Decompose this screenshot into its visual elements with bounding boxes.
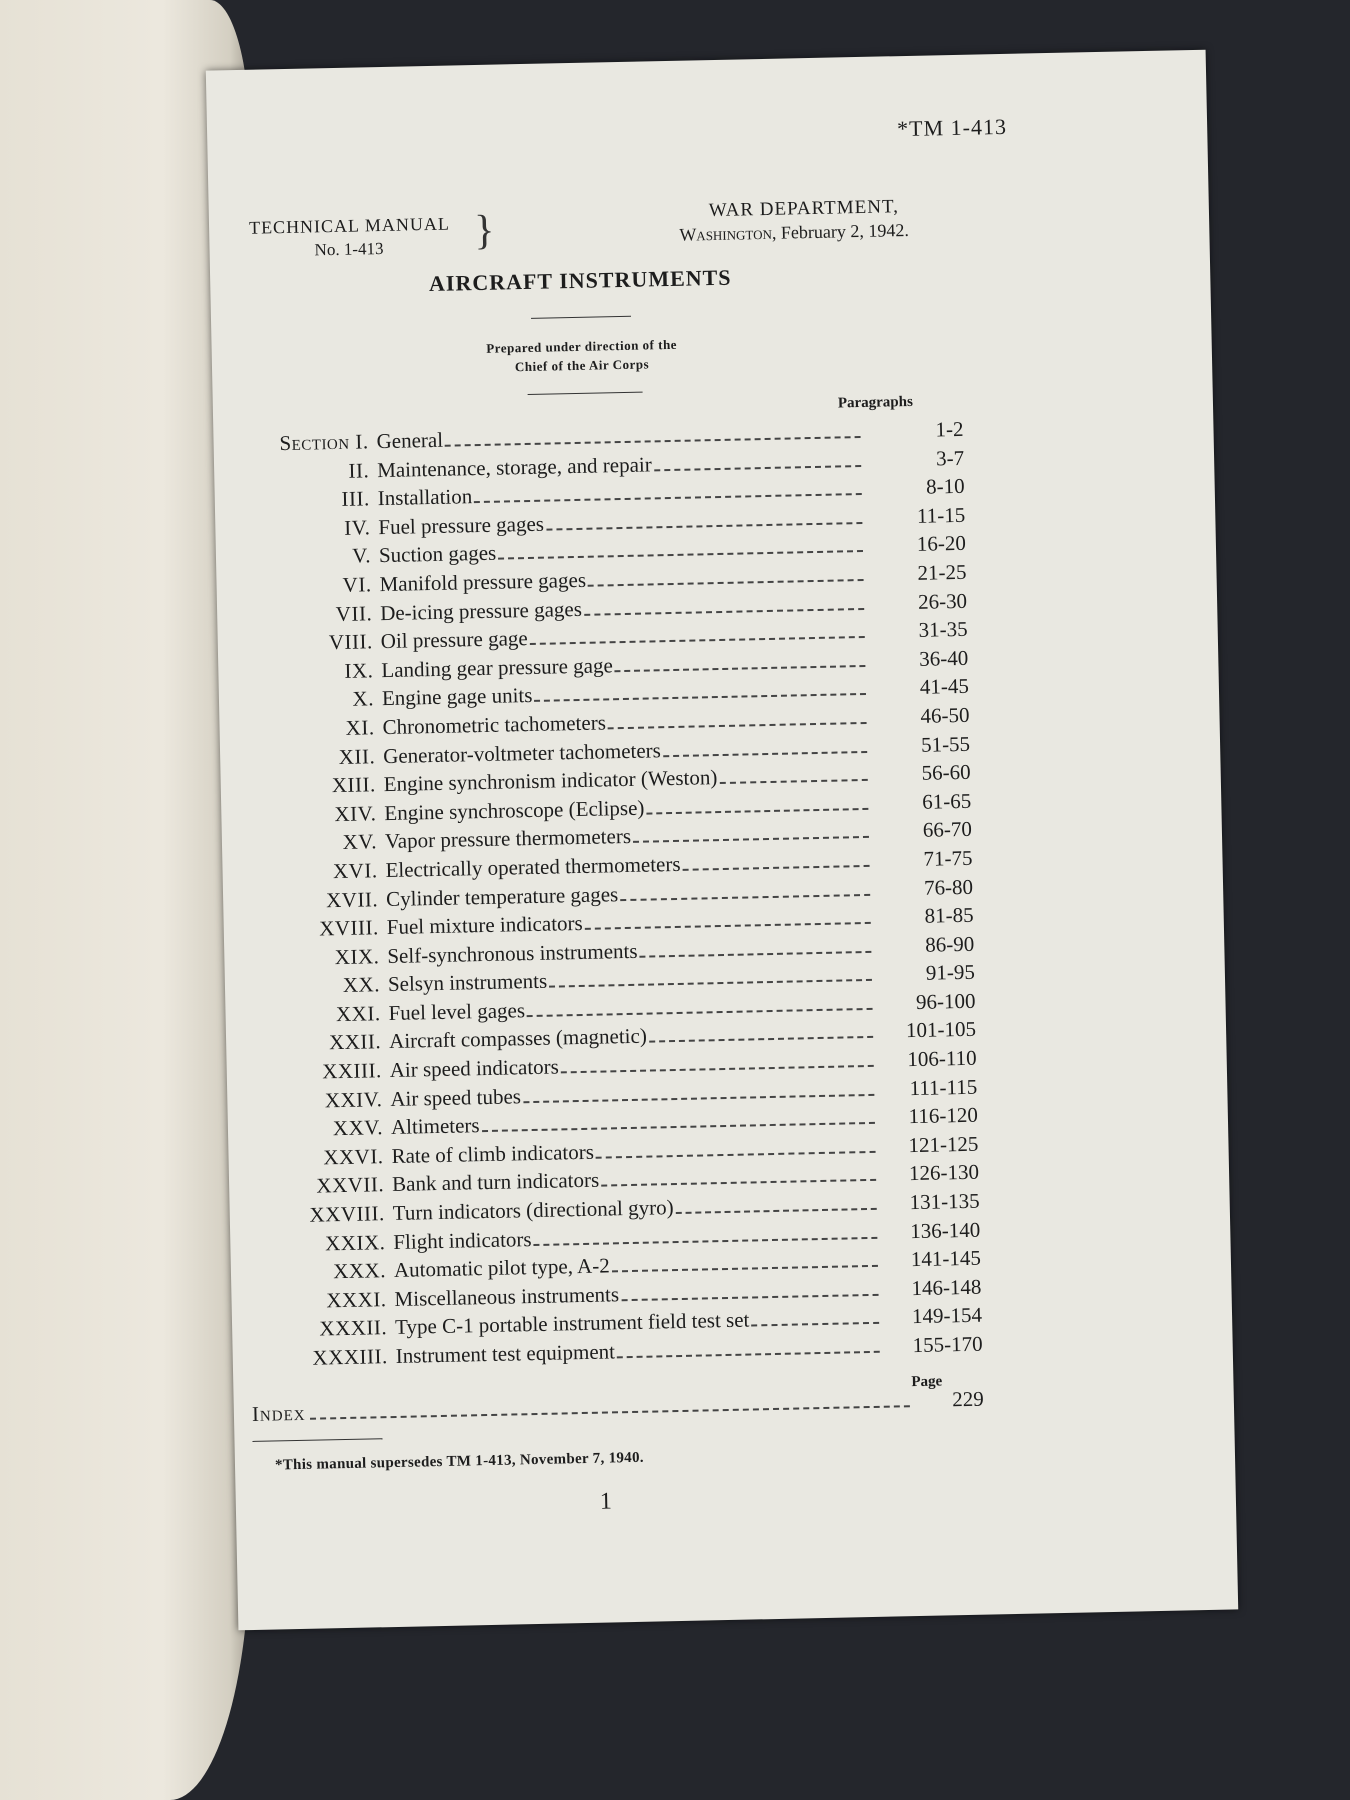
toc-paragraphs: 96-100 (915, 988, 976, 1014)
toc-paragraphs: 51-55 (920, 731, 971, 757)
toc-section-number (254, 944, 387, 972)
dot-leader (546, 522, 862, 531)
section-roman: V. (352, 543, 372, 569)
toc-section-number (246, 572, 379, 600)
section-roman: XIX. (334, 943, 380, 969)
section-roman: IV. (343, 515, 371, 540)
dot-leader (620, 893, 870, 900)
section-word: Section (279, 429, 350, 456)
section-roman: XVI. (332, 858, 378, 884)
dot-leader (445, 436, 860, 447)
toc-section-number (258, 1144, 391, 1172)
toc-title: Air speed tubes (390, 1083, 522, 1111)
dot-leader (310, 1405, 910, 1420)
toc-paragraphs: 46-50 (920, 702, 970, 728)
section-roman: XXIV. (324, 1086, 383, 1113)
dot-leader (561, 1065, 874, 1074)
page-number: 1 (599, 1488, 613, 1515)
section-roman: XXX. (332, 1258, 387, 1284)
toc-title: Vapor pressure thermometers (384, 824, 632, 854)
prepared-rule (528, 392, 643, 395)
place-date (679, 220, 909, 246)
toc-title: Altimeters (390, 1113, 480, 1140)
toc-section-number (251, 772, 384, 800)
section-roman: XXVIII. (309, 1201, 385, 1227)
section-roman: XX. (342, 972, 381, 998)
toc-title: Oil pressure gage (380, 626, 528, 654)
toc-paragraphs: 8-10 (925, 474, 965, 499)
dot-leader (523, 1094, 874, 1103)
toc-paragraphs: 121-125 (908, 1131, 979, 1158)
paragraphs-header: Paragraphs (837, 393, 914, 412)
toc-section-number (258, 1115, 391, 1143)
dot-leader (585, 922, 871, 930)
toc-paragraphs: 61-65 (921, 788, 972, 814)
toc-paragraphs: 71-75 (923, 845, 973, 871)
section-roman: XXII. (328, 1029, 382, 1055)
toc-section-number (248, 629, 381, 657)
place: Washington, (679, 222, 777, 245)
toc-paragraphs: 111-115 (909, 1074, 978, 1100)
toc-title: Self-synchronous instruments (387, 938, 638, 968)
toc-title: Suction gages (378, 541, 497, 568)
section-roman: III. (341, 486, 371, 512)
toc-title: Landing gear pressure gage (381, 653, 614, 682)
toc-section-number (255, 1001, 388, 1029)
section-roman: XVII. (325, 886, 379, 912)
prepared-line-2: Chief of the Air Corps (514, 356, 650, 375)
toc-title: Fuel pressure gages (378, 511, 545, 539)
toc-title: Fuel mixture indicators (386, 911, 583, 940)
dot-leader (498, 550, 863, 560)
dot-leader (482, 1122, 875, 1132)
footnote-rule (252, 1438, 382, 1442)
dot-leader (719, 779, 867, 784)
toc-title: Manifold pressure gages (379, 567, 587, 597)
toc-section-number (262, 1315, 395, 1343)
toc-paragraphs: 101-105 (905, 1017, 977, 1043)
section-roman: IX. (344, 658, 374, 683)
toc-section-number (248, 658, 381, 686)
section-roman: XXIX. (324, 1229, 386, 1256)
toc-title: Chronometric tachometers (382, 710, 607, 740)
toc-title: Engine synchronism indicator (Weston) (383, 765, 718, 797)
toc-section-number (251, 801, 384, 829)
section-roman: VII. (335, 600, 373, 626)
dot-leader (654, 465, 861, 471)
dot-leader (474, 493, 861, 503)
toc-title: Aircraft compasses (magnetic) (388, 1024, 648, 1054)
section-roman: XXXIII. (312, 1344, 388, 1370)
toc-paragraphs: 36-40 (918, 645, 969, 671)
section-roman: XXV. (332, 1115, 384, 1141)
toc-title: Type C-1 portable instrument field test set (394, 1307, 750, 1340)
toc-paragraphs: 106-110 (907, 1045, 977, 1072)
toc-paragraphs: 146-148 (911, 1274, 982, 1300)
section-roman: I. (355, 429, 369, 454)
dot-leader (676, 1208, 877, 1214)
manual-label: TECHNICAL MANUAL (248, 213, 451, 238)
toc-paragraphs: 76-80 (923, 874, 974, 900)
dot-leader (588, 579, 864, 587)
dot-leader (751, 1322, 879, 1327)
dot-leader (612, 1265, 878, 1273)
dot-leader (621, 1294, 878, 1301)
section-roman: VIII. (328, 629, 374, 655)
toc-section-number (260, 1230, 393, 1258)
manual-number: No. 1-413 (314, 238, 384, 260)
toc-section-number (261, 1287, 394, 1315)
section-roman: II. (348, 457, 370, 483)
section-roman: XV. (342, 829, 378, 855)
section-roman: XXIII. (321, 1058, 382, 1084)
section-roman: XXXII. (319, 1315, 388, 1341)
index-page: 229 (952, 1386, 985, 1412)
toc-paragraphs: 91-95 (925, 960, 976, 986)
dot-leader (649, 1036, 873, 1043)
toc-title: Bank and turn indicators (391, 1168, 600, 1197)
toc-section-number (252, 858, 385, 886)
toc-title: Installation (377, 484, 473, 511)
toc-title: Cylinder temperature gages (385, 881, 619, 911)
toc-paragraphs: 86-90 (924, 931, 975, 957)
footnote: *This manual supersedes TM 1-413, November 7, 1940. (274, 1449, 645, 1474)
toc-section-number (259, 1172, 392, 1200)
section-roman: XXVI. (323, 1144, 384, 1170)
toc-title: Maintenance, storage, and repair (376, 451, 652, 482)
toc-title: Generator-voltmeter tachometers (382, 737, 662, 768)
toc-title: De-icing pressure gages (379, 596, 583, 625)
toc-section-number (249, 686, 382, 714)
toc-title: Flight indicators (393, 1226, 532, 1254)
toc-section-number (243, 429, 376, 457)
toc-paragraphs: 141-145 (910, 1245, 982, 1272)
section-roman: XXVII. (316, 1172, 385, 1199)
toc-paragraphs: 136-140 (909, 1217, 981, 1243)
toc-paragraphs: 56-60 (921, 759, 971, 785)
table-of-contents (243, 417, 983, 1375)
toc-paragraphs: 66-70 (922, 817, 973, 843)
dot-leader (663, 750, 867, 756)
section-roman: VI. (342, 572, 372, 597)
toc-section-number (247, 601, 380, 629)
toc-paragraphs: 26-30 (917, 588, 968, 614)
dot-leader (596, 1151, 876, 1159)
dot-leader (530, 636, 865, 645)
toc-section-number (255, 972, 388, 1000)
dot-leader (615, 665, 866, 672)
toc-paragraphs: 21-25 (917, 559, 967, 585)
toc-section-number (250, 744, 383, 772)
dot-leader (633, 836, 869, 843)
document-page (206, 50, 1238, 1631)
title-rule (531, 316, 631, 319)
index-label: Index (251, 1400, 306, 1426)
prepared-line-1: Prepared under direction of the (486, 336, 678, 356)
dot-leader (640, 951, 872, 958)
toc-section-number (245, 486, 378, 514)
dot-leader (535, 693, 867, 702)
toc-paragraphs: 116-120 (908, 1102, 979, 1129)
toc-title: Instrument test equipment (395, 1339, 616, 1368)
document-title: AIRCRAFT INSTRUMENTS (428, 264, 732, 297)
toc-section-number (244, 458, 377, 486)
section-roman: XXI. (335, 1001, 381, 1026)
toc-paragraphs: 81-85 (924, 902, 974, 928)
section-roman: XIII. (331, 772, 377, 798)
dot-leader (683, 865, 870, 871)
toc-title: Turn indicators (directional gyro) (392, 1195, 674, 1226)
toc-title: Rate of climb indicators (391, 1139, 595, 1168)
toc-title: Engine synchroscope (Eclipse) (384, 795, 645, 825)
toc-paragraphs: 16-20 (916, 531, 967, 557)
toc-section-number (254, 915, 387, 943)
toc-section-number (252, 829, 385, 857)
toc-title: Miscellaneous instruments (394, 1282, 620, 1311)
dot-leader (549, 979, 872, 988)
section-roman: X. (352, 686, 375, 712)
section-roman: XIV. (334, 800, 377, 826)
toc-paragraphs: 126-130 (908, 1160, 980, 1186)
toc-title: Automatic pilot type, A-2 (393, 1253, 610, 1283)
section-roman: XVIII. (318, 915, 380, 941)
dot-leader (584, 608, 864, 616)
dot-leader (534, 1236, 878, 1245)
section-roman: XXXI. (326, 1286, 387, 1313)
toc-section-number (257, 1087, 390, 1115)
toc-title: Engine gage units (381, 683, 533, 711)
toc-section-number (245, 515, 378, 543)
page-column-header: Page (911, 1373, 943, 1391)
toc-title: Electrically operated thermometers (385, 851, 681, 882)
toc-section-number (253, 887, 386, 915)
toc-paragraphs: 131-135 (909, 1188, 980, 1215)
toc-title: Fuel level gages (388, 998, 526, 1025)
toc-paragraphs: 149-154 (911, 1303, 983, 1329)
dot-leader (601, 1179, 876, 1187)
section-roman: XII. (338, 743, 376, 769)
toc-section-number (257, 1058, 390, 1086)
dot-leader (617, 1351, 880, 1359)
toc-section-number (260, 1201, 393, 1229)
toc-title: Selsyn instruments (387, 968, 548, 997)
tm-number: *TM 1-413 (896, 113, 1008, 142)
toc-title: Air speed indicators (389, 1054, 560, 1083)
dot-leader (608, 722, 867, 729)
toc-paragraphs: 1-2 (935, 416, 964, 442)
index-entry (252, 1387, 984, 1427)
toc-paragraphs: 11-15 (916, 502, 966, 528)
toc-paragraphs: 155-170 (912, 1331, 983, 1358)
toc-paragraphs: 3-7 (935, 445, 965, 471)
toc-section-number (256, 1029, 389, 1057)
section-roman: XI. (345, 715, 375, 740)
toc-section-number (263, 1344, 396, 1372)
toc-title: General (376, 427, 444, 454)
dot-leader (646, 808, 868, 815)
toc-section-number (261, 1258, 394, 1286)
toc-section-number (249, 715, 382, 743)
toc-section-number (246, 543, 379, 571)
toc-paragraphs: 31-35 (918, 616, 968, 642)
department: WAR DEPARTMENT, (708, 196, 900, 222)
toc-paragraphs: 41-45 (919, 674, 970, 700)
dot-leader (527, 1008, 872, 1017)
date: February 2, 1942. (780, 219, 910, 243)
brace-glyph: } (473, 207, 495, 255)
